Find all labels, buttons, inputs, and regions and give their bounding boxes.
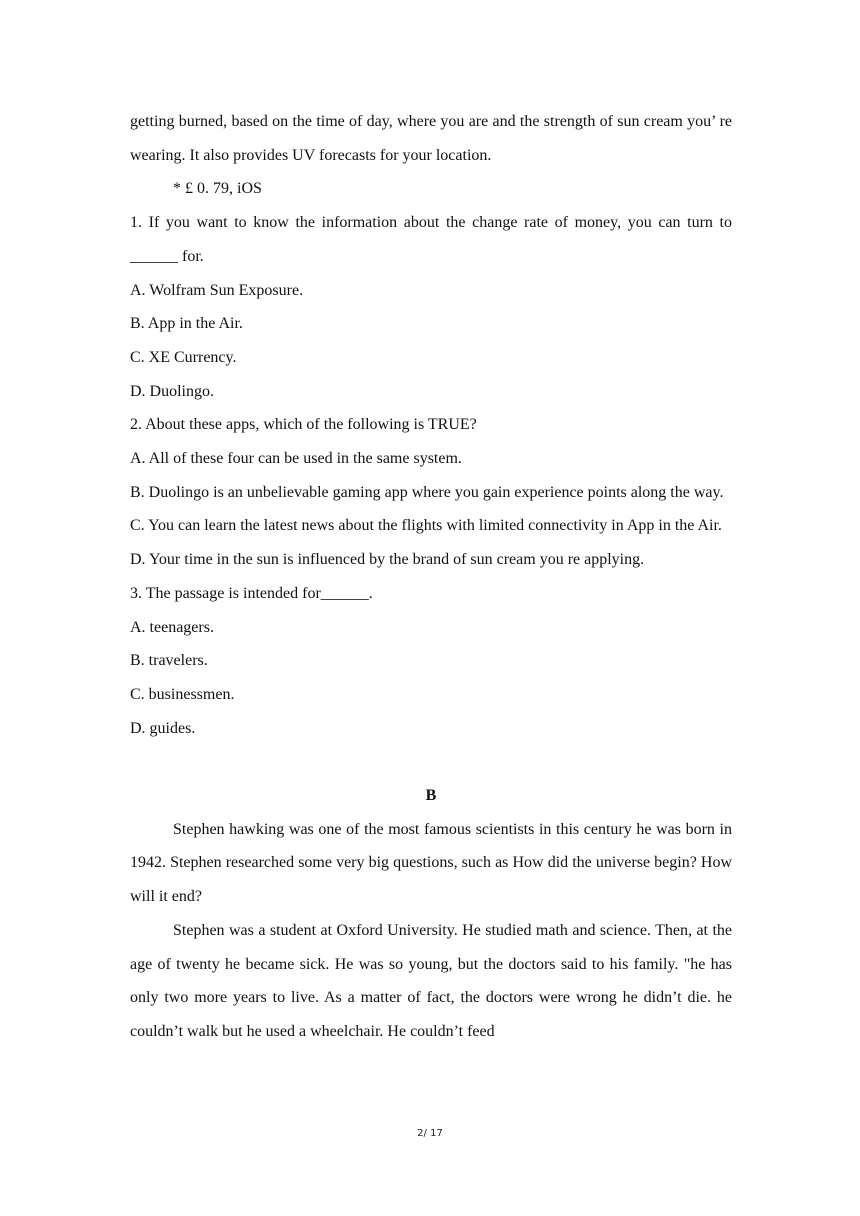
option-b: B. travelers.: [130, 652, 208, 670]
option-a: A. Wolfram Sun Exposure.: [130, 281, 304, 299]
passage-paragraph-2: Stephen was a student at Oxford University. He studied math and science. Then, at the age of twenty he became sick. He was so young, but the doctors said to his family. "he has only two more years to live. As a matter of fact, the doctors were wrong he didn’t die. he couldn’t walk but he used a wheelchair. He couldn’t feed: [130, 921, 732, 1040]
question-1: [130, 206, 732, 408]
option-c: C. You can learn the latest news about the flights with limited connectivity in App in the Air.: [130, 517, 722, 535]
question-2: [130, 408, 732, 577]
question-3: [130, 577, 732, 746]
option-a: A. teenagers.: [130, 618, 214, 636]
question-stem: 1. If you want to know the information about the change rate of money, you can turn to ______ for.: [130, 214, 732, 265]
option-a: A. All of these four can be used in the same system.: [130, 450, 462, 468]
option-d: D. guides.: [130, 719, 196, 737]
question-stem: 2. About these apps, which of the following is TRUE?: [130, 416, 477, 434]
passage-paragraph-1: Stephen hawking was one of the most famous scientists in this century he was born in 1942. Stephen researched some very big questions, such as How did the universe begin? How will it end?: [130, 820, 732, 906]
price-line: * £ 0. 79, iOS: [173, 180, 262, 198]
page-number: 2/ 17: [417, 1128, 443, 1139]
section-heading: B: [425, 787, 437, 805]
option-b: B. App in the Air.: [130, 315, 243, 333]
option-d: D. Duolingo.: [130, 382, 214, 400]
page-body: [130, 105, 732, 1049]
option-b: B. Duolingo is an unbelievable gaming app where you gain experience points along the way.: [130, 483, 724, 501]
option-d: D. Your time in the sun is influenced by the brand of sun cream you re applying.: [130, 551, 645, 569]
intro-paragraph: getting burned, based on the time of day, where you are and the strength of sun cream you’ re wearing. It also provides UV forecasts for your location.: [130, 113, 732, 164]
question-stem: 3. The passage is intended for______.: [130, 584, 373, 602]
section-gap: [130, 745, 732, 779]
option-c: C. XE Currency.: [130, 348, 237, 366]
option-c: C. businessmen.: [130, 685, 235, 703]
